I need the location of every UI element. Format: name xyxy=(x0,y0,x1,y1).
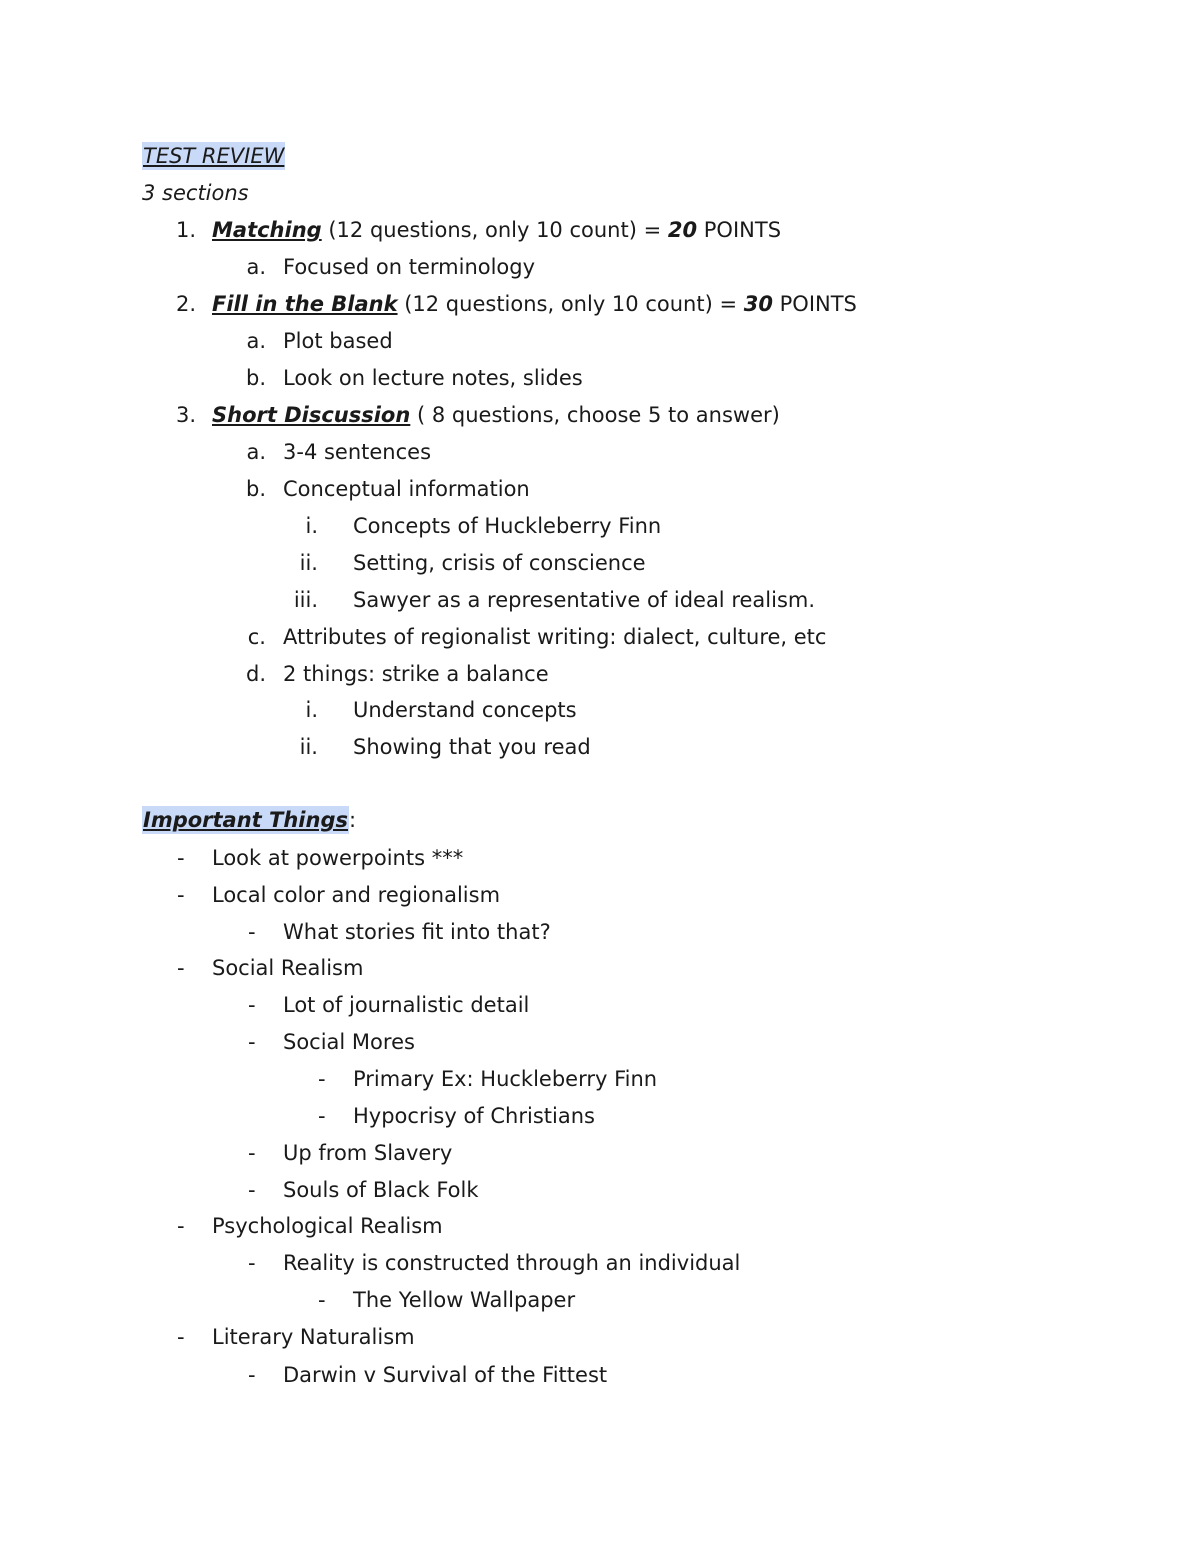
bullet-text: Darwin v Survival of the Fittest xyxy=(283,1363,608,1387)
bullet-dash: - xyxy=(177,883,185,907)
list-marker: a. xyxy=(246,440,266,464)
list-marker: i. xyxy=(305,514,318,538)
list-subitem-text: Sawyer as a representative of ideal realism. xyxy=(353,588,816,612)
list-marker: a. xyxy=(246,329,266,353)
bullet-text: Up from Slavery xyxy=(283,1141,453,1165)
page-title: TEST REVIEW xyxy=(143,144,285,168)
section-points-label: POINTS xyxy=(697,218,782,242)
bullet-dash: - xyxy=(248,993,256,1017)
bullet-text: What stories fit into that? xyxy=(283,920,551,944)
list-item-text: Look on lecture notes, slides xyxy=(283,366,583,390)
list-marker: iii. xyxy=(293,588,318,612)
list-item-text: Conceptual information xyxy=(283,477,530,501)
bullet-dash: - xyxy=(177,1214,185,1238)
bullet-text: The Yellow Wallpaper xyxy=(353,1288,576,1312)
list-item-text: Attributes of regionalist writing: dialect, culture, etc xyxy=(283,625,827,649)
list-item-text: Plot based xyxy=(283,329,393,353)
bullet-text: Souls of Black Folk xyxy=(283,1178,479,1202)
bullet-text: Lot of journalistic detail xyxy=(283,993,530,1017)
bullet-dash: - xyxy=(177,956,185,980)
list-subitem-text: Concepts of Huckleberry Finn xyxy=(353,514,662,538)
bullet-dash: - xyxy=(248,1030,256,1054)
section-detail: ( 8 questions, choose 5 to answer) xyxy=(410,403,780,427)
bullet-dash: - xyxy=(177,1325,185,1349)
bullet-text: Local color and regionalism xyxy=(212,883,501,907)
bullet-text: Social Mores xyxy=(283,1030,415,1054)
bullet-text: Literary Naturalism xyxy=(212,1325,415,1349)
bullet-dash: - xyxy=(177,846,185,870)
section-title: Fill in the Blank xyxy=(212,292,398,316)
list-subitem-text: Understand concepts xyxy=(353,698,577,722)
list-marker: b. xyxy=(245,366,266,390)
list-marker: ii. xyxy=(299,735,318,759)
section-detail: (12 questions, only 10 count) = xyxy=(321,218,668,242)
list-marker: a. xyxy=(246,255,266,279)
section-points-label: POINTS xyxy=(772,292,857,316)
important-heading: Important Things xyxy=(143,808,348,832)
bullet-dash: - xyxy=(318,1067,326,1091)
section-title: Short Discussion xyxy=(212,403,411,427)
bullet-dash: - xyxy=(318,1104,326,1128)
section-title: Matching xyxy=(212,218,322,242)
list-item-text: Focused on terminology xyxy=(283,255,536,279)
list-marker: 3. xyxy=(175,403,196,427)
subheading: 3 sections xyxy=(142,181,249,205)
list-marker: c. xyxy=(247,625,266,649)
list-marker: 1. xyxy=(175,218,196,242)
bullet-text: Primary Ex: Huckleberry Finn xyxy=(353,1067,658,1091)
bullet-text: Reality is constructed through an individual xyxy=(283,1251,741,1275)
bullet-dash: - xyxy=(248,920,256,944)
bullet-dash: - xyxy=(248,1251,256,1275)
important-heading-colon: : xyxy=(348,808,357,832)
section-points: 30 xyxy=(743,292,773,316)
bullet-text: Psychological Realism xyxy=(212,1214,443,1238)
bullet-text: Social Realism xyxy=(212,956,364,980)
list-item-text: 3-4 sentences xyxy=(283,440,432,464)
list-marker: i. xyxy=(305,698,318,722)
bullet-text: Hypocrisy of Christians xyxy=(353,1104,595,1128)
list-marker: 2. xyxy=(175,292,196,316)
bullet-dash: - xyxy=(248,1363,256,1387)
list-subitem-text: Setting, crisis of conscience xyxy=(353,551,646,575)
list-marker: d. xyxy=(245,662,266,686)
bullet-dash: - xyxy=(318,1288,326,1312)
section-points: 20 xyxy=(667,218,698,242)
list-marker: b. xyxy=(245,477,266,501)
list-subitem-text: Showing that you read xyxy=(353,735,591,759)
section-detail: (12 questions, only 10 count) = xyxy=(397,292,744,316)
list-item-text: 2 things: strike a balance xyxy=(283,662,549,686)
bullet-text: Look at powerpoints *** xyxy=(212,846,464,870)
bullet-dash: - xyxy=(248,1141,256,1165)
list-marker: ii. xyxy=(299,551,318,575)
bullet-dash: - xyxy=(248,1178,256,1202)
